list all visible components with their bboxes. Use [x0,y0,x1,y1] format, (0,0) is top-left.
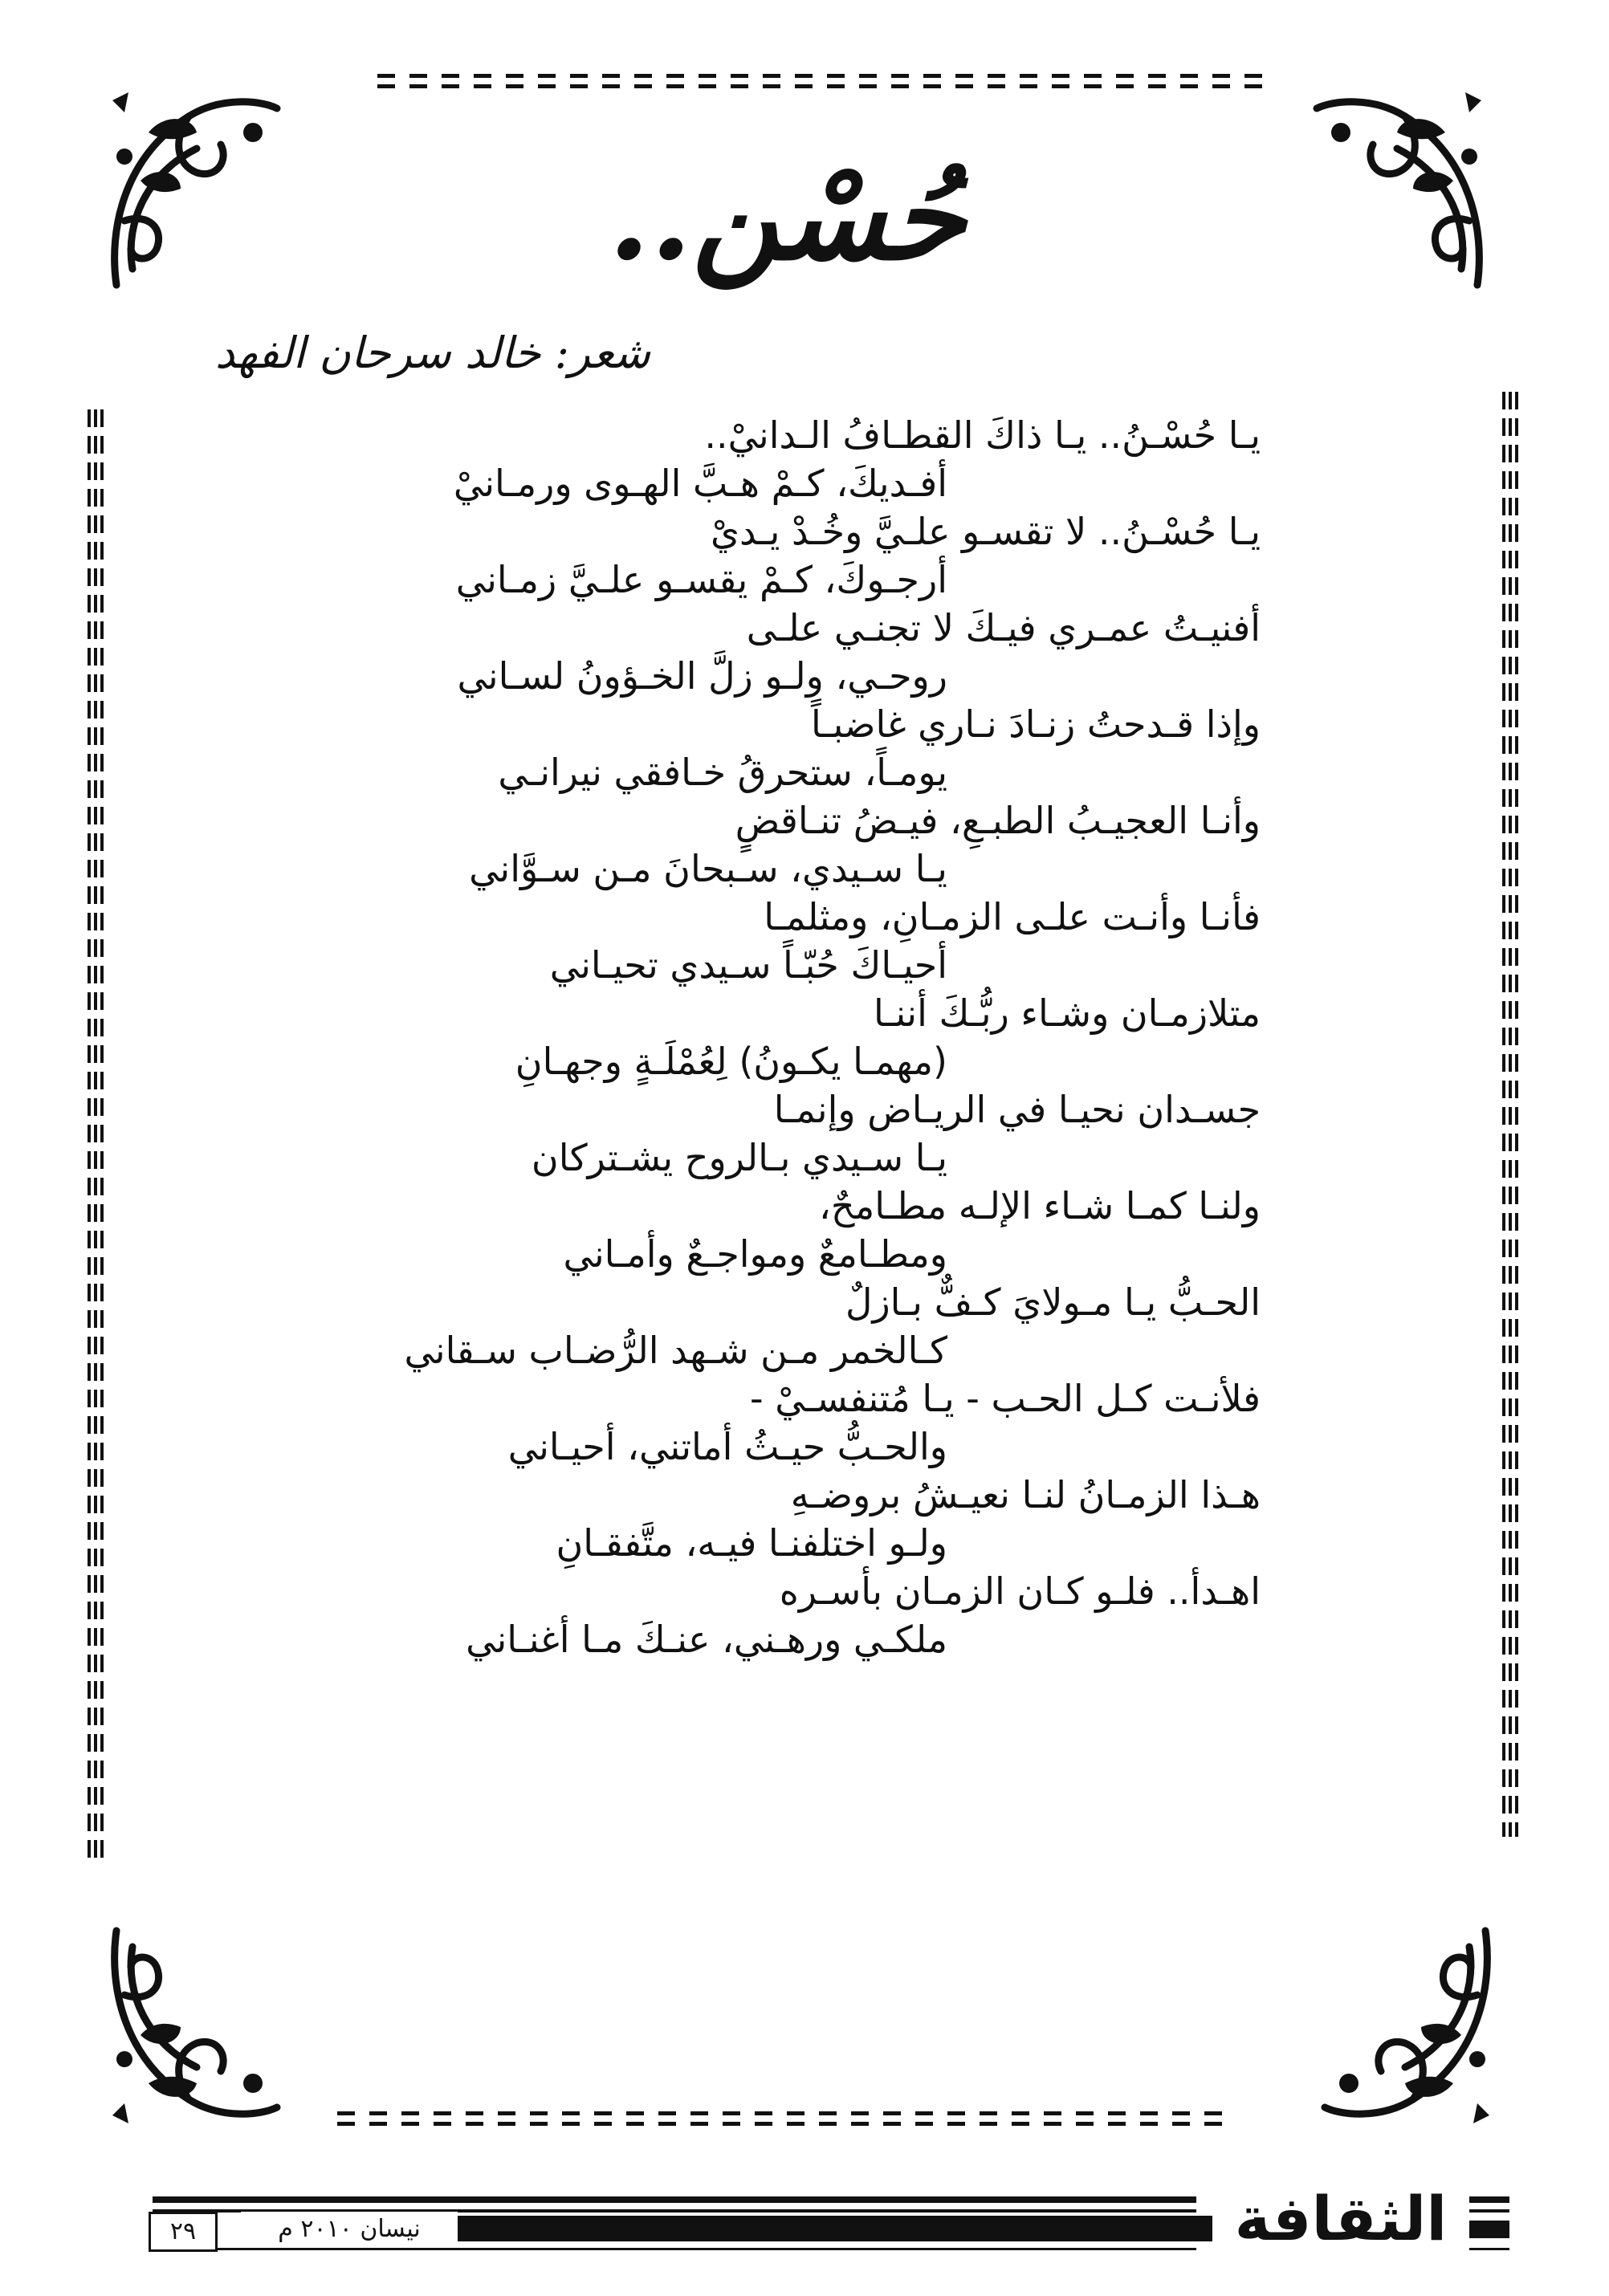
magazine-logo: الثقافة [1212,2179,1469,2259]
verse-5-first-hemistich: وأنـا العجيـبُ الطبـعِ، فيـضُ تنـاقضٍ [735,799,1261,842]
poem-title: حُسْن.. [608,146,966,287]
page-number: ٢٩ [149,2212,218,2252]
poem-author: شعر: خالد سرحان الفهد [215,328,650,378]
brand-rule-1 [1469,2196,1509,2203]
verse-5-second-hemistich: يـا سـيدي، سـبحانَ مـن سـوَّاني [469,847,947,890]
verse-9-second-hemistich: ومطـامعٌ ومواجـعٌ وأمـاني [563,1232,947,1276]
poem-body [345,411,1261,1663]
left-ornament-column [87,409,104,1862]
verse-7-first-hemistich: متلازمـان وشـاء ربُّـكَ أننـا [873,991,1261,1035]
verse-12-first-hemistich: هـذا الزمـانُ لنـا نعيـشُ بروضـهِ [790,1473,1261,1516]
brand-rule-3 [1469,2221,1509,2238]
issue-date: نيسان ٢٠١٠ م [241,2212,458,2247]
verse-6-first-hemistich: فأنـا وأنـت علـى الزمـانِ، ومثلمـا [764,895,1261,938]
corner-flourish-top-left [100,84,285,301]
verse-8-second-hemistich: يـا سـيدي بـالروح يشـتركان [531,1136,947,1179]
corner-flourish-bottom-left [100,1915,285,2131]
corner-flourish-bottom-right [1317,1915,1501,2131]
verse-2-second-hemistich: أرجـوكَ، كـمْ يقسـو علـيَّ زمـاني [455,558,947,601]
footer-black-bar [450,2216,1228,2241]
verse-4-first-hemistich: وإذا قـدحتُ زنـادَ نـاري غاضبـاً [811,702,1261,746]
verse-9-first-hemistich: ولنـا كمـا شـاء الإلـه مطـامحٌ، [819,1184,1261,1227]
verse-3-first-hemistich: أفنيـتُ عمـري فيـكَ لا تجنـي علـى [746,606,1261,649]
verse-13-first-hemistich: اهـدأ.. فلـو كـان الزمـان بأسـره [779,1569,1261,1613]
corner-flourish-top-right [1309,84,1493,301]
verse-11-first-hemistich: فلأنـت كـل الحـب - يـا مُتنفسـيْ - [750,1377,1261,1420]
verse-2-first-hemistich: يـا حُسْـنُ.. لا تقسـو علـيَّ وخُـدْ يـديْ [710,510,1261,553]
right-ornament-column [1501,392,1519,1837]
verse-4-second-hemistich: يومـاً، ستحرقُ خـافقي نيرانـي [498,751,947,794]
verse-3-second-hemistich: روحـي، ولـو زلَّ الخـؤونُ لسـاني [457,654,947,698]
bottom-dashed-rule [337,2110,1236,2127]
footer-rule-thick [153,2196,1196,2203]
verse-6-second-hemistich: أحيـاكَ حُبّـاً سـيدي تحيـاني [549,943,947,987]
verse-1-first-hemistich: يـا حُسْـنُ.. يـا ذاكَ القطـافُ الـدانيْ.. [704,413,1261,457]
footer-rule-bottom [153,2248,1196,2250]
verse-11-second-hemistich: والحـبُّ حيـثُ أماتني، أحيـاني [507,1425,947,1468]
verse-8-first-hemistich: جسـدان نحيـا في الريـاض وإنمـا [773,1088,1261,1131]
verse-7-second-hemistich: (مهمـا يكـونُ) لِعُمْلَـةٍ وجهـانِ [515,1040,947,1083]
verse-13-second-hemistich: ملكـي ورهـني، عنـكَ مـا أغنـاني [466,1618,947,1661]
verse-1-second-hemistich: أفـديكَ، كـمْ هـبَّ الهـوى ورمـانيْ [453,462,947,505]
verse-12-second-hemistich: ولـو اختلفنـا فيـه، متَّفقـانِ [556,1521,947,1565]
verse-10-second-hemistich: كـالخمر مـن شـهد الرُّضـاب سـقاني [404,1329,947,1372]
verse-10-first-hemistich: الحـبُّ يـا مـولايَ كـفٌّ بـازلٌ [845,1280,1261,1324]
top-dashed-rule [377,72,1269,90]
brand-rule-4 [1469,2248,1509,2250]
brand-rule-2 [1469,2209,1509,2213]
